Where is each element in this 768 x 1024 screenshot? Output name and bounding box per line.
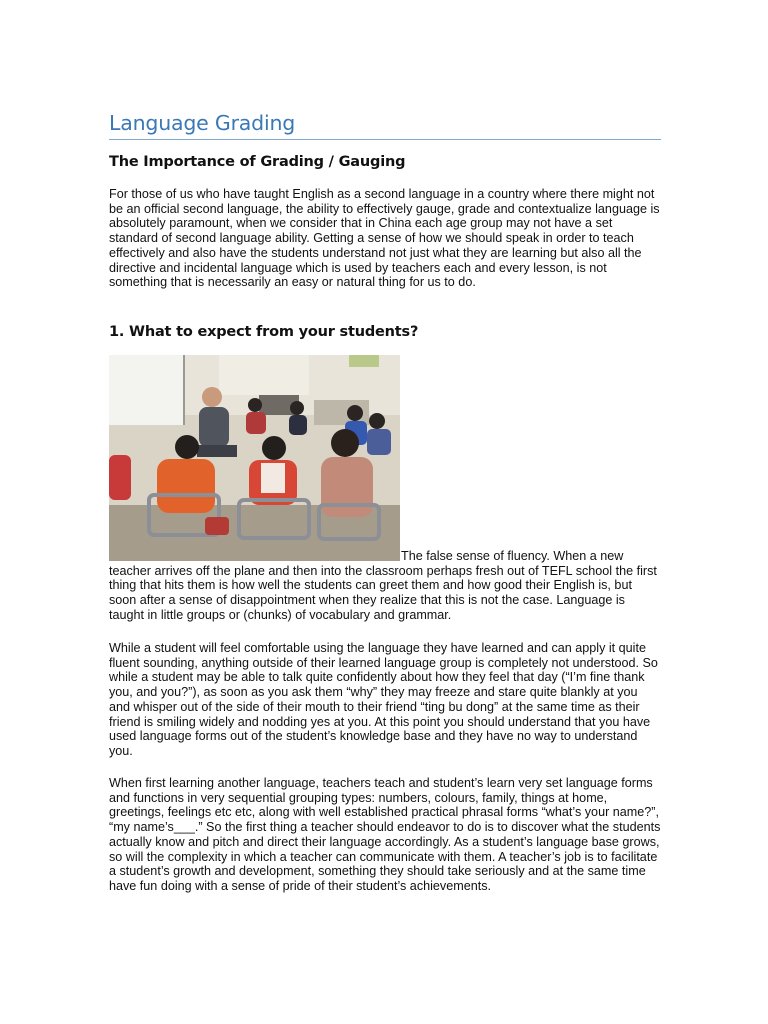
section-heading-expectations: 1. What to expect from your students?: [109, 324, 419, 340]
page-title: Language Grading: [109, 111, 296, 135]
classroom-photo: [109, 355, 400, 561]
paragraph-intro: For those of us who have taught English as a second language in a country where there might not be an official second language, the ability to effectively gauge, grade and contextualize language is absolutely paramount, when we consider that in China each age group may not have a set standard of second language ability. Getting a sense of how we should speak in order to teach effectively and also have the students understand not just what they are learning but also all the directive and incidental language which is used by teachers each and every lesson, is not something that is necessarily an easy or natural thing for us to do.: [109, 187, 660, 290]
paragraph-fluency-body: teacher arrives off the plane and then into the classroom perhaps fresh out of TEFL school the first thing that hits them is how well the students can greet them and how good their English is, but soon after a sense of disappointment when they realize that this is not the case. Language is taught in little groups or (chunks) of vocabulary and grammar.: [109, 563, 657, 622]
paragraph-fluency-first-line: The false sense of fluency. When a new: [401, 549, 624, 563]
section-heading-importance: The Importance of Grading / Gauging: [109, 154, 406, 170]
paragraph-learning: When first learning another language, teachers teach and student’s learn very set language forms and functions in very sequential grouping types: numbers, colours, family, things at home, greetings, feelings etc etc, along with well established practical phrasal forms “what’s your name?”, “my name’s___.” So the first thing a teacher should endeavor to do is to discover what the students actually know and pitch and direct their language accordingly. As a student’s language base grows, so will the complexity in which a teacher can communicate with them. A teacher’s job is to facilitate a student’s growth and development, something they should take seriously and at the same time have fun doing with a sense of pride of their student’s achievements.: [109, 776, 661, 893]
paragraph-comfort: While a student will feel comfortable using the language they have learned and can apply it quite fluent sounding, anything outside of their learned language group is completely not understood. So while a student may be able to talk quite confidently about how they feel that day (“I’m fine thank you, and you?”), as soon as you ask them “why” they may freeze and stare quite blankly at you and whisper out of the side of their mouth to their friend “ting bu dong” at the same time as their friend is smiling widely and nodding yes at you. At this point you should understand that you have used language forms out of the student’s knowledge base and they have no way to understand you.: [109, 641, 658, 758]
paragraph-fluency: [109, 549, 661, 623]
title-underline: [109, 139, 661, 140]
document-page: [109, 108, 661, 893]
